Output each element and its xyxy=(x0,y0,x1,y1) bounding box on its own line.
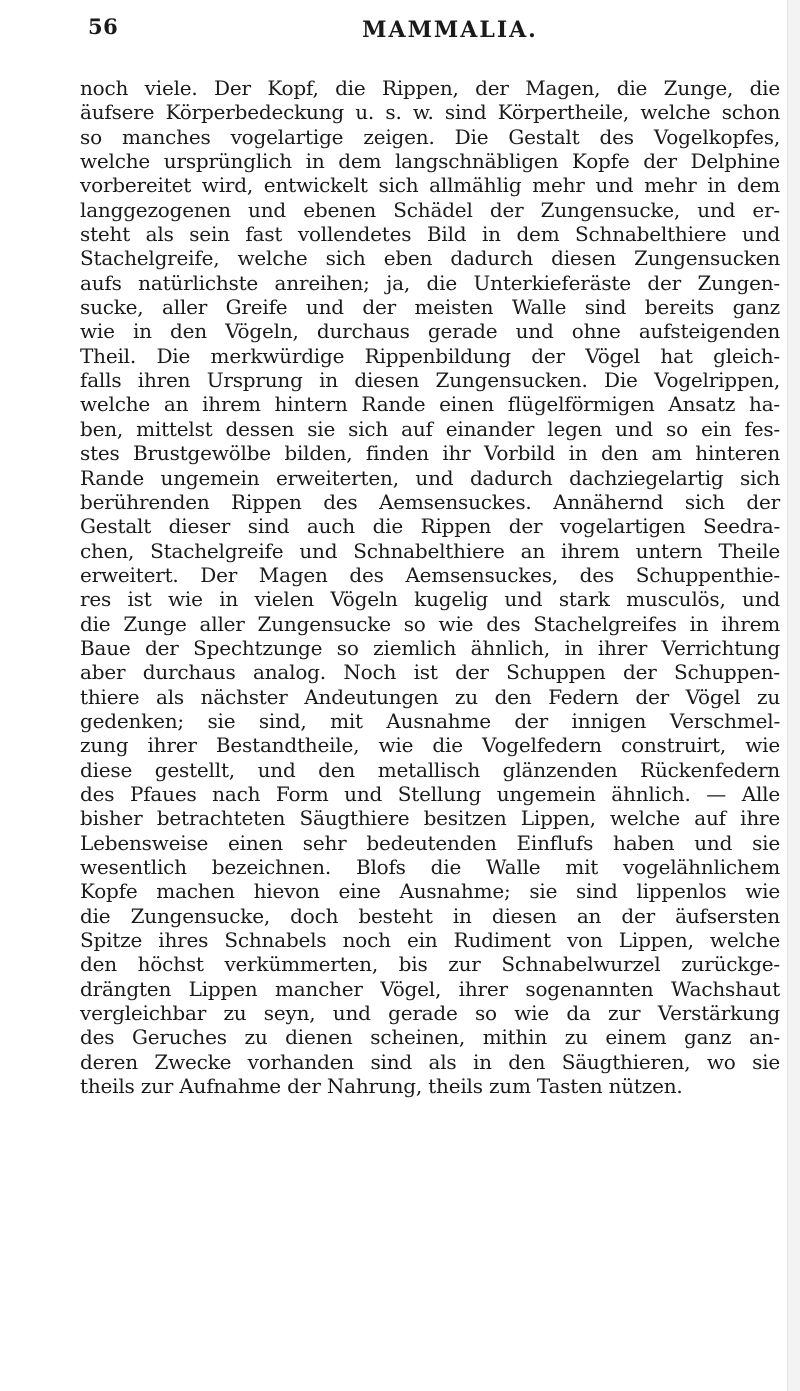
text-line: berührenden Rippen des Aemsensuckes. Annähernd sich der xyxy=(80,489,780,514)
text-line: Kopfe machen hievon eine Ausnahme; sie sind lippenlos wie xyxy=(80,879,780,904)
text-line: wie in den Vögeln, durchaus gerade und ohne aufsteigenden xyxy=(80,319,780,344)
text-line: ben, mittelst dessen sie sich auf einander legen und so ein fes- xyxy=(80,416,780,441)
text-line: aber durchaus analog. Noch ist der Schuppen der Schuppen- xyxy=(80,660,780,685)
text-line: so manches vogelartige zeigen. Die Gestalt des Vogelkopfes, xyxy=(80,124,780,149)
text-line: Baue der Spechtzunge so ziemlich ähnlich, in ihrer Verrichtung xyxy=(80,635,780,660)
text-line: Gestalt dieser sind auch die Rippen der vogelartigen Seedra- xyxy=(80,514,780,539)
text-line: falls ihren Ursprung in diesen Zungensucken. Die Vogelrippen, xyxy=(80,368,780,393)
text-line: zung ihrer Bestandtheile, wie die Vogelfedern construirt, wie xyxy=(80,733,780,758)
text-line: des Pfaues nach Form und Stellung ungemein ähnlich. — Alle xyxy=(80,781,780,806)
running-head: MAMMALIA. xyxy=(362,17,538,43)
body-text xyxy=(80,76,780,1098)
text-line: wesentlich bezeichnen. Blofs die Walle mit vogelähnlichem xyxy=(80,855,780,879)
text-line: bisher betrachteten Säugthiere besitzen Lippen, welche auf ihre xyxy=(80,806,780,831)
text-line: theils zur Aufnahme der Nahrung, theils zum Tasten nützen. xyxy=(80,1074,683,1099)
text-line: erweitert. Der Magen des Aemsensuckes, des Schuppenthie- xyxy=(80,562,780,587)
text-line: res ist wie in vielen Vögeln kugelig und stark musculös, und xyxy=(80,587,780,612)
text-line: vorbereitet wird, entwickelt sich allmählig mehr und mehr in dem xyxy=(80,173,780,198)
text-line: Spitze ihres Schnabels noch ein Rudiment von Lippen, welche xyxy=(80,928,780,953)
text-line: Theil. Die merkwürdige Rippenbildung der Vögel hat gleich- xyxy=(80,343,780,368)
text-line: chen, Stachelgreife und Schnabelthiere an ihrem untern Theile xyxy=(80,538,780,563)
text-line: welche ursprünglich in dem langschnäbligen Kopfe der Delphine xyxy=(80,149,780,174)
text-line: äufsere Körperbedeckung u. s. w. sind Körpertheile, welche schon xyxy=(80,100,780,125)
text-line: drängten Lippen mancher Vögel, ihrer sogenannten Wachshaut xyxy=(80,976,780,1001)
text-line: den höchst verkümmerten, bis zur Schnabelwurzel zurückge- xyxy=(80,952,780,977)
text-line: diese gestellt, und den metallisch glänzenden Rückenfedern xyxy=(80,757,780,782)
text-line: gedenken; sie sind, mit Ausnahme der innigen Verschmel- xyxy=(80,708,780,733)
text-line: aufs natürlichste anreihen; ja, die Unterkieferäste der Zungen- xyxy=(80,270,780,295)
text-line: sucke, aller Greife und der meisten Walle sind bereits ganz xyxy=(80,295,780,320)
text-line: Stachelgreife, welche sich eben dadurch diesen Zungensucken xyxy=(80,246,780,271)
text-line: langgezogenen und ebenen Schädel der Zungensucke, und er- xyxy=(80,197,780,222)
scan-edge xyxy=(787,0,800,1391)
page-number: 56 xyxy=(88,14,119,39)
text-line: deren Zwecke vorhanden sind als in den Säugthieren, wo sie xyxy=(80,1049,780,1074)
text-line: noch viele. Der Kopf, die Rippen, der Magen, die Zunge, die xyxy=(80,76,780,100)
text-line: die Zungensucke, doch besteht in diesen an der äufsersten xyxy=(80,903,780,928)
text-line: des Geruches zu dienen scheinen, mithin zu einem ganz an- xyxy=(80,1025,780,1050)
text-line: stes Brustgewölbe bilden, finden ihr Vorbild in den am hinteren xyxy=(80,441,780,466)
text-line: steht als sein fast vollendetes Bild in dem Schnabelthiere und xyxy=(80,222,780,247)
text-line: Rande ungemein erweiterten, und dadurch dachziegelartig sich xyxy=(80,465,780,490)
text-line: welche an ihrem hintern Rande einen flügelförmigen Ansatz ha- xyxy=(80,392,780,417)
text-line: thiere als nächster Andeutungen zu den Federn der Vögel zu xyxy=(80,684,780,709)
text-line: die Zunge aller Zungensucke so wie des Stachelgreifes in ihrem xyxy=(80,611,780,636)
text-line: Lebensweise einen sehr bedeutenden Einflufs haben und sie xyxy=(80,830,780,855)
text-line: vergleichbar zu seyn, und gerade so wie da zur Verstärkung xyxy=(80,1001,780,1026)
